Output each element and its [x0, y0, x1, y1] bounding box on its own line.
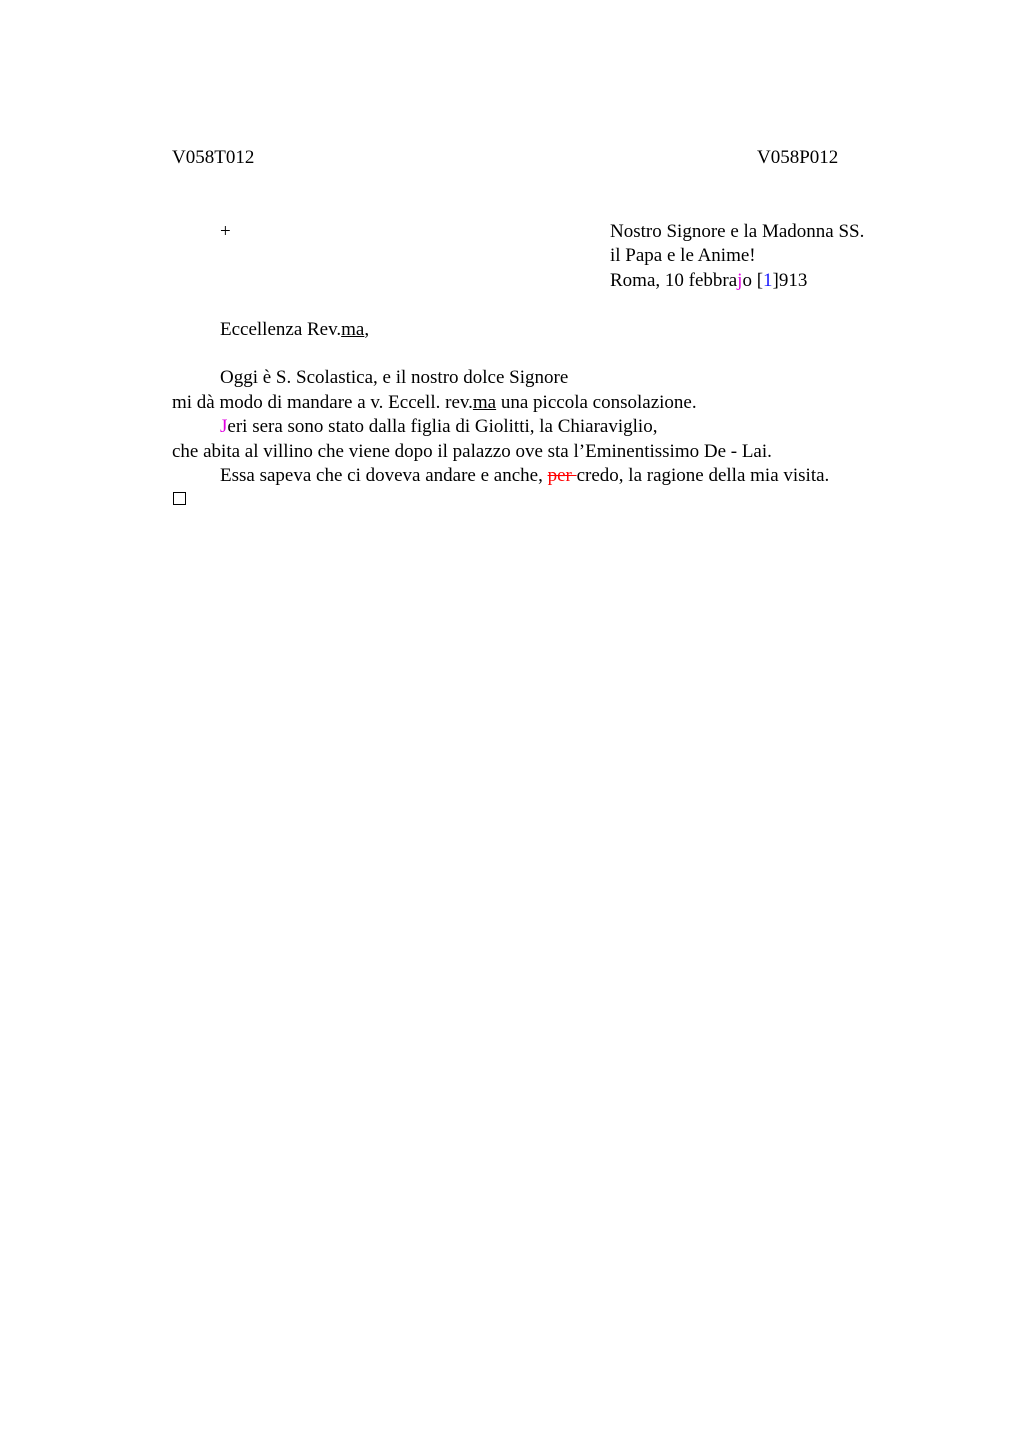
page-code-right: V058P012 [757, 147, 839, 168]
body-line-5 [220, 464, 829, 488]
date-editorial-letter: j [737, 270, 743, 291]
body-line-4: che abita al villino che viene dopo il palazzo ove sta l’Eminentissimo De - Lai. [172, 441, 772, 462]
salutation-suffix: , [364, 319, 370, 340]
salutation-abbreviation: ma [341, 319, 365, 340]
page-code-left: V058T012 [172, 147, 255, 168]
dedication-line-1: Nostro Signore e la Madonna SS. [610, 221, 865, 242]
body-line-5-prefix: Essa sapeva che ci doveva andare e anche, [220, 465, 548, 486]
body-line-5-deletion: per [547, 465, 577, 486]
date-line [610, 269, 807, 293]
date-middle: o [ [742, 270, 764, 291]
body-line-2 [172, 391, 697, 415]
empty-checkbox-icon [173, 492, 186, 505]
cross-symbol: + [220, 221, 231, 242]
body-line-2-abbreviation: ma [472, 392, 497, 413]
body-line-2-prefix: mi dà modo di mandare a v. Eccell. rev. [172, 392, 473, 413]
date-editorial-digit: 1 [763, 270, 773, 291]
salutation [220, 318, 369, 342]
body-line-2-suffix: una piccola consolazione. [496, 392, 697, 413]
body-line-3-editorial-initial: J [220, 416, 228, 437]
body-line-1: Oggi è S. Scolastica, e il nostro dolce Signore [220, 367, 569, 388]
dedication-line-2: il Papa e le Anime! [610, 245, 756, 266]
date-prefix: Roma, 10 febbra [610, 270, 738, 291]
salutation-prefix: Eccellenza Rev. [220, 319, 342, 340]
body-line-3-text: eri sera sono stato dalla figlia di Giolitti, la Chiaraviglio, [227, 416, 658, 437]
body-line-5-suffix: credo, la ragione della mia visita. [576, 465, 830, 486]
body-line-3 [220, 415, 657, 439]
date-suffix: ]913 [772, 270, 808, 291]
